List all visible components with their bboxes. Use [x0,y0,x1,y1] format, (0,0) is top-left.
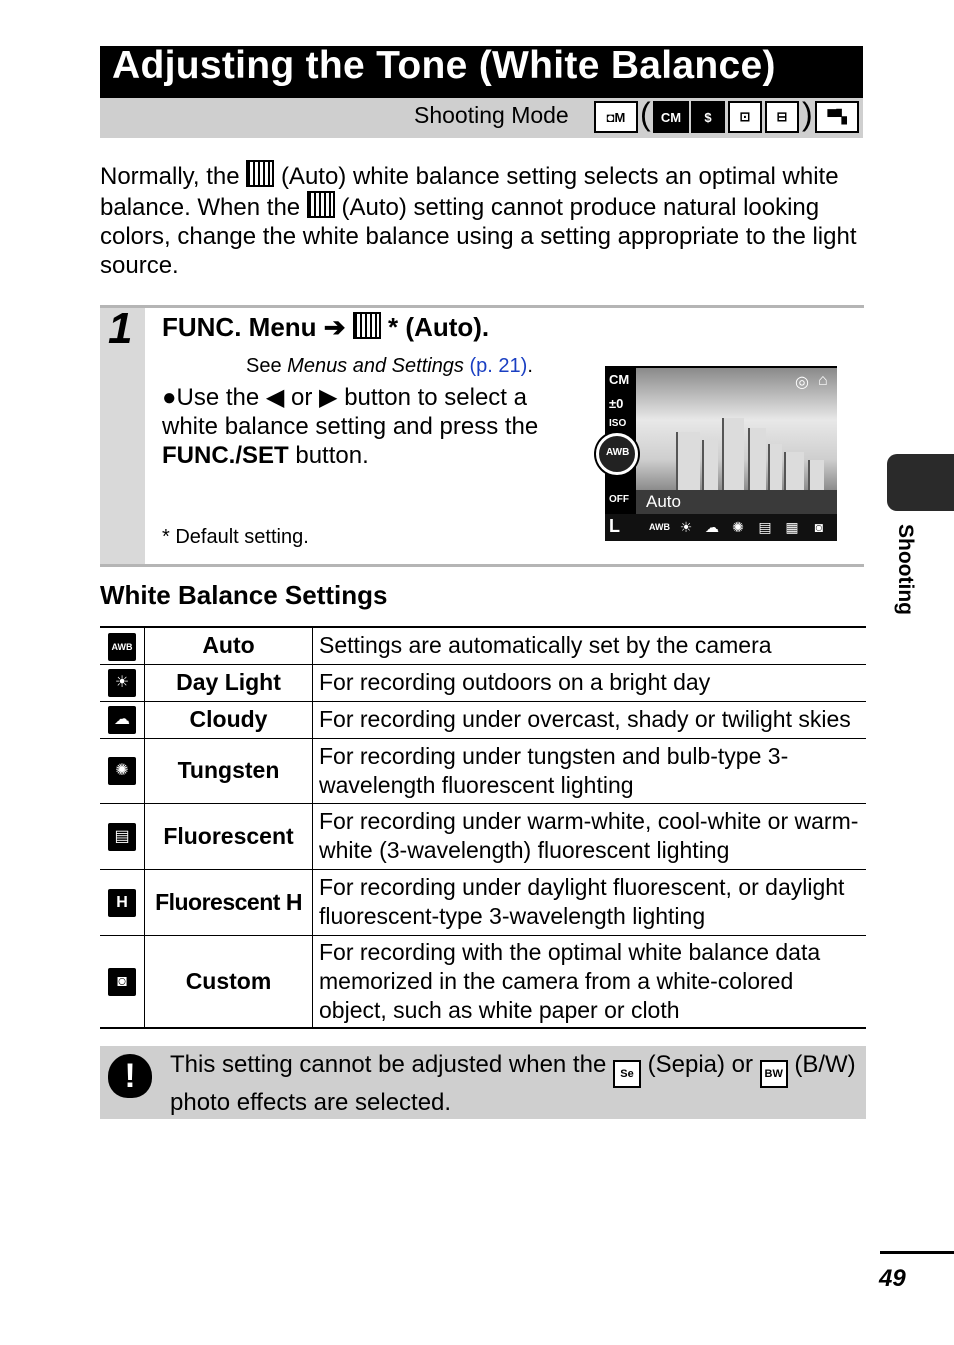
table-icon-cell [100,803,145,869]
table-row [100,701,866,738]
bullet-or: or [291,384,313,411]
table-icon-cell [100,935,145,1028]
caution-text-2: (Sepia) or [647,1051,754,1078]
table-icon-cell [100,869,145,935]
table-desc-cell: For recording outdoors on a bright day [313,664,867,701]
table-name-cell: Auto [145,627,313,664]
caution-text-1: This setting cannot be adjusted when the [170,1051,607,1078]
iso-readout: ISO [609,418,627,429]
intro-text-2: (Auto) white balance setting selects an optimal white balance. When the [100,163,839,221]
table-icon-cell [100,627,145,664]
ring-settings-icon: ◎ [795,374,809,391]
bullet-text-2: button to select a white balance setting and press the [162,384,539,440]
table-name-cell: Fluorescent [145,803,313,869]
step-reference [246,355,533,378]
white-balance-table [100,626,866,1029]
bullet-dot-icon: ● [162,384,177,411]
table-icon-cell [100,701,145,738]
exposure-readout: ±0 [609,396,624,411]
scene-building [748,428,766,494]
chapter-label: Shooting [894,524,917,615]
awb-icon [353,312,381,339]
arrow-right-icon: ➔ [323,312,346,342]
bullet-text-1: Use the [176,384,260,411]
cam-awb-icon: AWB [649,522,670,532]
intro-paragraph [100,160,870,280]
custom-wb-icon: ◙ [108,968,136,996]
bw-effect-icon: BW [760,1060,788,1088]
lock-icon: ⌂ [818,372,828,389]
section-heading: White Balance Settings [100,580,388,610]
table-name-cell: Cloudy [145,701,313,738]
table-name-cell: Day Light [145,664,313,701]
resolution-readout: L [609,516,620,536]
bullet-text-3: button. [295,442,369,469]
default-setting-note: * Default setting. [162,526,309,548]
caution-text [170,1050,860,1118]
camera-mode-readout: CM [609,372,630,387]
table-row [100,738,866,803]
cam-daylight-icon: ☀ [679,519,693,535]
ref-see: See [246,355,282,377]
scene-building [702,440,718,494]
step-bullet [162,383,582,470]
daylight-icon: ☀ [108,669,136,697]
ref-end: . [527,355,533,377]
scene-building [768,444,782,494]
step-heading [162,312,489,343]
wb-selected-readout: AWB [606,447,630,458]
effect-off-readout: OFF [609,494,629,505]
awb-icon: AWB [108,633,136,661]
camera-m-mode-icon: ◘M [594,101,638,133]
fluorescent-h-icon: H [108,889,136,917]
table-row [100,627,866,664]
portrait-icon: ⊡ [728,101,762,133]
fluorescent-icon: ▤ [108,823,136,851]
step-heading-auto: (Auto). [405,312,490,342]
caution-exclamation-icon: ! [108,1054,152,1098]
open-paren-glyph: ( [640,96,651,132]
table-icon-cell [100,738,145,803]
kids-pets-icon: ⊟ [765,101,799,133]
scene-building [722,418,744,494]
table-row [100,869,866,935]
cam-custom-icon: ◙ [814,519,824,535]
page-21-link[interactable]: (p. 21) [469,355,528,377]
footer-rule [880,1251,954,1254]
intro-text-1: Normally, the [100,163,240,190]
table-desc-cell: For recording under overcast, shady or twilight skies [313,701,867,738]
cam-fluorescent-h-icon: ▦ [785,519,799,535]
shooting-mode-label: Shooting Mode [414,102,569,128]
table-desc-cell: For recording with the optimal white balance data memorized in the camera from a white-colored object, such as white paper or cloth [313,935,867,1028]
table-desc-cell: For recording under daylight fluorescent, or daylight fluorescent-type 3-wavelength lighting [313,869,867,935]
page-title: Adjusting the Tone (White Balance) [112,44,776,87]
table-name-cell: Tungsten [145,738,313,803]
close-paren-glyph: ) [802,96,813,132]
step-heading-func: FUNC. Menu [162,312,317,342]
step-heading-star: * [388,312,399,342]
page-number: 49 [879,1265,906,1292]
table-desc-cell: For recording under tungsten and bulb-type 3-wavelength fluorescent lighting [313,738,867,803]
intro-text-3: (Auto) setting cannot produce natural looking colors, change the white balance using a setting appropriate to the light source. [100,194,857,279]
table-row [100,664,866,701]
arrow-right-triangle-icon: ▶ [319,384,338,411]
camera-auto-label: Auto [646,492,681,511]
caution-text-3: (B/W) photo effects are selected. [170,1051,856,1116]
awb-icon [246,160,274,187]
table-name-cell: Custom [145,935,313,1028]
table-name-cell: Fluorescent H [145,869,313,935]
func-set-button-label: FUNC./SET [162,442,289,469]
scene-building [784,452,804,494]
cloudy-icon: ☁ [108,706,136,734]
arrow-left-icon: ◀ [265,384,285,411]
stitch-assist-icon: $ [691,101,725,133]
table-icon-cell [100,664,145,701]
tungsten-icon: ✺ [108,757,136,785]
table-desc-cell: Settings are automatically set by the camera [313,627,867,664]
ref-title: Menus and Settings [287,355,464,377]
cam-cloudy-icon: ☁ [705,519,719,535]
step-number: 1 [108,304,133,353]
scene-building [808,460,824,494]
table-row [100,803,866,869]
camera-c-manual-icon: CM [653,101,689,133]
table-desc-cell: For recording under warm-white, cool-white or warm-white (3-wavelength) fluorescent lighting [313,803,867,869]
cam-tungsten-icon: ✺ [732,519,744,535]
table-row [100,935,866,1028]
awb-icon [307,191,335,218]
sepia-effect-icon: Se [613,1060,641,1088]
scene-building [676,432,700,494]
movie-icon: ▀▚ [815,101,859,133]
chapter-side-tab [887,454,954,511]
cam-fluorescent-icon: ▤ [758,519,772,535]
